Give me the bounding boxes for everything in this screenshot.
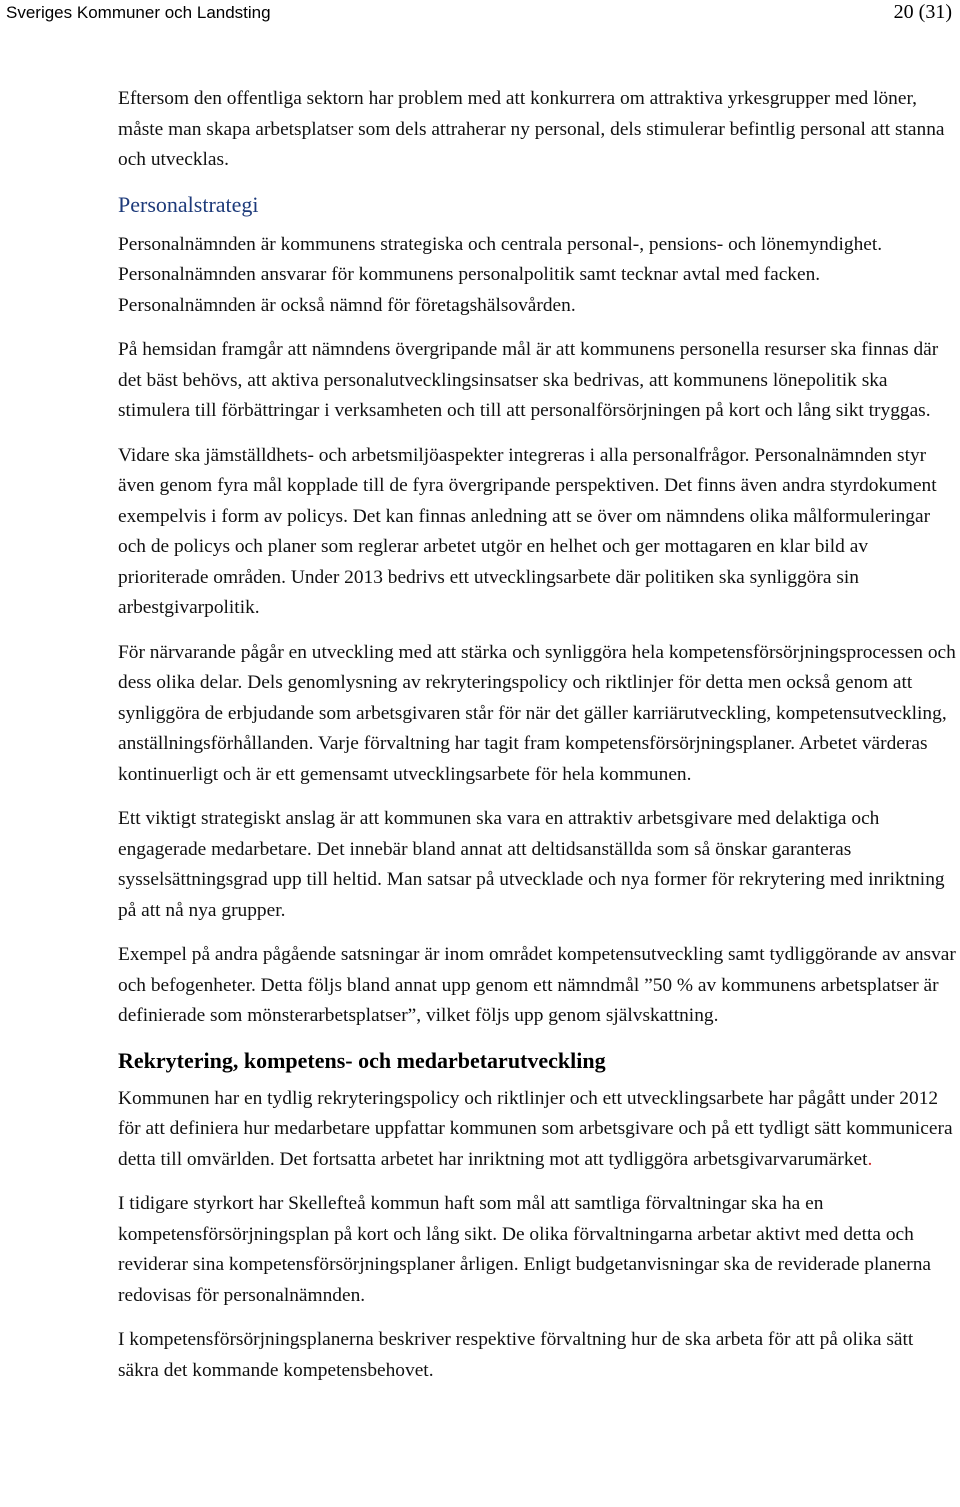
paragraph-4: För närvarande pågår en utveckling med att stärka och synliggöra hela kompetensförsörjningsprocessen och dess olika delar. Dels genomlysning av rekryteringspolicy och riktlinjer för detta men också genom att synliggöra de erbjudande som arbetsgivaren står för när det gäller karriärutveckling, kompetensutveckling, anställningsförhållanden. Varje förvaltning har tagit fram kompetensförsörjningsplaner. Arbetet värderas kontinuerligt och är ett gemensamt utvecklingsarbete för hela kommunen. [118,641,956,785]
paragraph-6: Exempel på andra pågående satsningar är inom området kompetensutveckling samt tydliggörande av ansvar och befogenheter. Detta följs bland annat upp genom ett nämndmål ”50 % av kommunens arbetsplatser är definierade som mönsterarbetsplatser”, vilket följs upp genom självskattning. [118,944,956,1026]
paragraph-7-end: . [867,1148,873,1170]
paragraph-2: På hemsidan framgår att nämndens övergripande mål är att kommunens personella resurser ska finnas där det bäst behövs, att aktiva personalutvecklingsinsatser ska bedrivas, att kommunens lönepolitik ska stimulera till förbättringar i verksamheten och till att personalförsörjningen på kort och lång sikt tryggas. [118,339,939,421]
section-heading: Rekrytering, kompetens- och medarbetarutveckling [118,1047,606,1073]
paragraph-9: I kompetensförsörjningsplanerna beskriver respektive förvaltning hur de ska arbeta för att på olika sätt säkra det kommande kompetensbehovet. [118,1329,914,1381]
paragraph-intro: Eftersom den offentliga sektorn har problem med att konkurrera om attraktiva yrkesgrupper med löner, måste man skapa arbetsplatser som dels attraherar ny personal, dels stimulerar befintlig personal att stanna och utvecklas. [118,88,945,170]
paragraph-7-text: Kommunen har en tydlig rekryteringspolicy och riktlinjer och ett utvecklingsarbete har pågått under 2012 för att definiera hur medarbetare uppfattar kommunen som arbetsgivare och på ett tydligt sätt kommunicera detta till omvärlden. Det fortsatta arbetet har inriktning mot att tydliggöra arbetsgivarvarumärket [118,1087,953,1170]
page-number: 20 (31) [893,1,952,23]
subheading-personalstrategi: Personalstrategi [118,191,259,217]
paragraph-1: Personalnämnden är kommunens strategiska och centrala personal-, pensions- och lönemyndighet. Personalnämnden ansvarar för kommunens personalpolitik samt tecknar avtal med facken. Personalnämnden är också nämnd för företagshälsovården. [118,233,883,316]
organization-name: Sveriges Kommuner och Landsting [6,3,271,22]
document-body [118,84,958,1400]
paragraph-3: Vidare ska jämställdhets- och arbetsmiljöaspekter integreras i alla personalfrågor. Personalnämnden styr även genom fyra mål kopplade till de fyra övergripande perspektiven. Det finns även andra styrdokument exempelvis i form av policys. Det kan finnas anledning att se över om nämndens olika målformuleringar och de policys och planer som reglerar arbetet utgör en helhet och ger mottagaren en klar bild av prioriterade områden. Under 2013 bedrivs ett utvecklingsarbete där politiken ska synliggöra sin arbestgivarpolitik. [118,444,937,618]
paragraph-8: I tidigare styrkort har Skellefteå kommun haft som mål att samtliga förvaltningar ska ha en kompetensförsörjningsplan på kort och lång sikt. De olika förvaltningarna arbetar aktivt med detta och reviderar sina kompetensförsörjningsplaner årligen. Enligt budgetanvisningar ska de reviderade planerna redovisas för personalnämnden. [118,1193,932,1306]
page-header [0,0,960,30]
paragraph-5: Ett viktigt strategiskt anslag är att kommunen ska vara en attraktiv arbetsgivare med delaktiga och engagerade medarbetare. Det innebär bland annat att deltidsanställda som så önskar garanteras sysselsättningsgrad upp till heltid. Man satsar på utvecklade och nya former för rekrytering med inriktning på att nå nya grupper. [118,808,945,921]
paragraph-7 [118,1084,958,1176]
